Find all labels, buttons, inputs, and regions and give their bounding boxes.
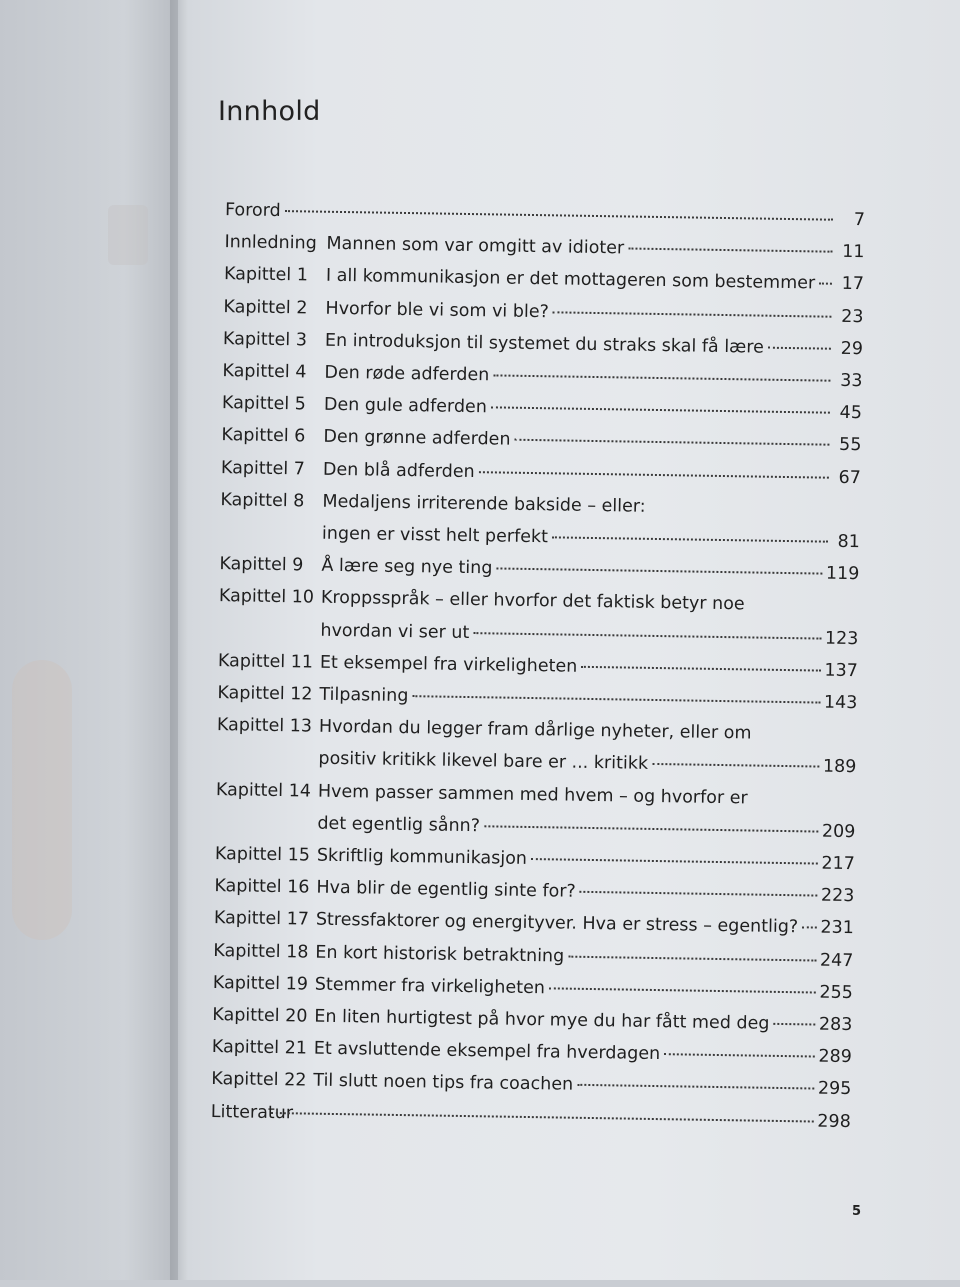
toc-entry-title: Skriftlig kommunikasjon <box>316 845 528 869</box>
dot-leader <box>664 1053 814 1057</box>
toc-entry-label: Kapittel 3 <box>222 328 308 351</box>
page-title: Innhold <box>218 96 321 127</box>
toc-entry-page: 217 <box>821 853 855 875</box>
toc-entry-label: Kapittel 9 <box>219 554 304 576</box>
dot-leader <box>802 927 816 929</box>
dot-leader <box>514 439 829 446</box>
toc-entry-label: Kapittel 14 <box>215 779 312 802</box>
toc-entry-title: Hvorfor ble vi som vi ble? <box>325 298 550 322</box>
toc-entry-label: Kapittel 10 <box>218 586 315 608</box>
toc-entry-page: 209 <box>821 821 856 842</box>
dot-leader <box>493 374 830 381</box>
dot-leader <box>271 1112 814 1123</box>
toc-entry-title-line2: det egentlig sånn? <box>317 813 481 837</box>
toc-entry-title: Et avsluttende eksempel fra hverdagen <box>313 1038 661 1065</box>
toc-entry-title: En introduksjon til systemet du straks skal få lære <box>324 330 765 358</box>
dot-leader <box>568 955 816 961</box>
dot-leader <box>581 666 820 672</box>
dot-leader <box>531 858 817 864</box>
toc-entry-label: Innledning <box>224 232 317 254</box>
toc-entry-title-line2: positiv kritikk likevel bare er ... kritikk <box>318 749 649 775</box>
toc-entry-page: 33 <box>839 370 863 392</box>
toc-entry-page: 123 <box>824 628 859 649</box>
dot-leader <box>484 825 818 832</box>
dot-leader <box>549 987 815 993</box>
dot-leader <box>412 695 820 703</box>
toc-entry-title: Å lære seg nye ting <box>321 555 493 579</box>
dot-leader <box>473 632 821 639</box>
toc-entry-title-line2: hvordan vi ser ut <box>320 620 470 643</box>
toc-entry-title: Den grønne adferden <box>323 427 511 451</box>
toc-entry-label: Kapittel 12 <box>217 683 313 705</box>
toc-entry-page: 143 <box>823 692 858 714</box>
toc-entry-label: Kapittel 5 <box>221 393 307 415</box>
toc-entry-label: Kapittel 1 <box>223 264 309 286</box>
toc-entry-label: Kapittel 2 <box>223 296 308 319</box>
toc-entry-label: Kapittel 16 <box>214 876 310 898</box>
toc-entry-label: Kapittel 19 <box>212 972 309 995</box>
toc-entry-label: Forord <box>224 200 281 222</box>
toc-entry-page: 67 <box>838 467 862 488</box>
dot-leader <box>552 536 828 542</box>
toc-entry-title: Hva blir de egentlig sinte for? <box>316 877 576 902</box>
toc-entry-title: Hvem passer sammen med hvem – og hvorfor er <box>317 781 748 809</box>
dot-leader <box>580 891 817 897</box>
toc-entry-title: Stressfaktorer og energityver. Hva er stress – egentlig? <box>315 910 799 938</box>
toc-entry-label: Kapittel 18 <box>213 940 309 963</box>
toc-entry-label: Kapittel 13 <box>216 715 313 737</box>
dot-leader <box>819 283 832 285</box>
dot-leader <box>652 763 819 768</box>
dot-leader <box>285 210 833 221</box>
toc-entry-page: 119 <box>825 563 860 585</box>
toc-entry-page: 247 <box>819 950 854 971</box>
toc-entry-title: En liten hurtigtest på hvor mye du har fått med deg <box>314 1006 770 1034</box>
dot-leader <box>496 568 822 575</box>
toc-entry-title: Den røde adferden <box>324 362 490 386</box>
toc-entry-page: 189 <box>822 757 857 778</box>
toc-entry-title: Kroppsspråk – eller hvorfor det faktisk betyr noe <box>320 588 745 615</box>
dot-leader <box>553 311 832 317</box>
toc-entry-page: 295 <box>817 1078 852 1100</box>
dot-leader <box>479 471 829 479</box>
toc-entry-label: Kapittel 20 <box>212 1005 308 1027</box>
toc-entry-label: Kapittel 21 <box>211 1037 308 1059</box>
toc-entry-label: Kapittel 22 <box>211 1069 307 1091</box>
toc-entry-page: 55 <box>838 435 862 456</box>
toc-entry-label: Kapittel 15 <box>214 844 311 866</box>
toc-entry-page: 17 <box>841 274 865 295</box>
toc-entry-page: 7 <box>853 210 866 231</box>
toc-entry-page: 255 <box>819 982 853 1003</box>
toc-entry-title: Hvordan du legger fram dårlige nyheter, eller om <box>318 716 752 744</box>
toc-entry-page: 231 <box>820 917 854 939</box>
toc-entry-label: Litteratur <box>210 1101 294 1123</box>
toc-entry-page: 223 <box>820 885 855 907</box>
toc-entry-page: 29 <box>840 338 864 359</box>
toc-entry-label: Kapittel 17 <box>213 908 310 930</box>
dot-leader <box>768 346 831 349</box>
toc-entry-title: Et eksempel fra virkeligheten <box>319 652 578 677</box>
toc-entry-title-line2: ingen er visst helt perfekt <box>321 523 549 548</box>
toc-entry-page: 137 <box>824 660 859 681</box>
toc-entry-label: Kapittel 6 <box>221 425 306 447</box>
toc-entry-title: Den gule adferden <box>323 394 488 418</box>
dot-leader <box>773 1023 814 1026</box>
toc-entry-page: 298 <box>817 1111 851 1132</box>
toc-entry-title: Medaljens irriterende bakside – eller: <box>322 491 646 517</box>
toc-entry-label: Kapittel 4 <box>222 361 307 383</box>
toc-entry-title: Tilpasning <box>319 684 409 707</box>
toc-entry-page: 45 <box>839 403 863 424</box>
toc-entry-label: Kapittel 8 <box>220 489 305 512</box>
toc-entry-title: I all kommunikasjon er det mottageren som bestemmer <box>325 266 816 294</box>
dot-leader <box>628 248 832 253</box>
toc-entry-page: 289 <box>818 1046 852 1068</box>
toc-entry-title: Mannen som var omgitt av idioter <box>326 233 625 259</box>
dot-leader <box>491 407 830 414</box>
toc-entry-label: Kapittel 7 <box>220 457 306 480</box>
toc-entry-title: En kort historisk betraktning <box>315 942 565 967</box>
toc-entry-page: 23 <box>840 306 864 327</box>
toc-entry-label: Kapittel 11 <box>217 650 314 673</box>
toc-entry-page: 81 <box>837 531 861 553</box>
toc-entry-title: Stemmer fra virkeligheten <box>314 974 546 999</box>
toc-entry-page: 11 <box>842 242 865 263</box>
dot-leader <box>577 1084 814 1090</box>
toc-entry-title: Til slutt noen tips fra coachen <box>313 1071 574 1096</box>
page-number: 5 <box>852 1204 862 1219</box>
toc-entry-page: 283 <box>818 1014 853 1036</box>
toc-entry-title: Den blå adferden <box>322 459 475 482</box>
